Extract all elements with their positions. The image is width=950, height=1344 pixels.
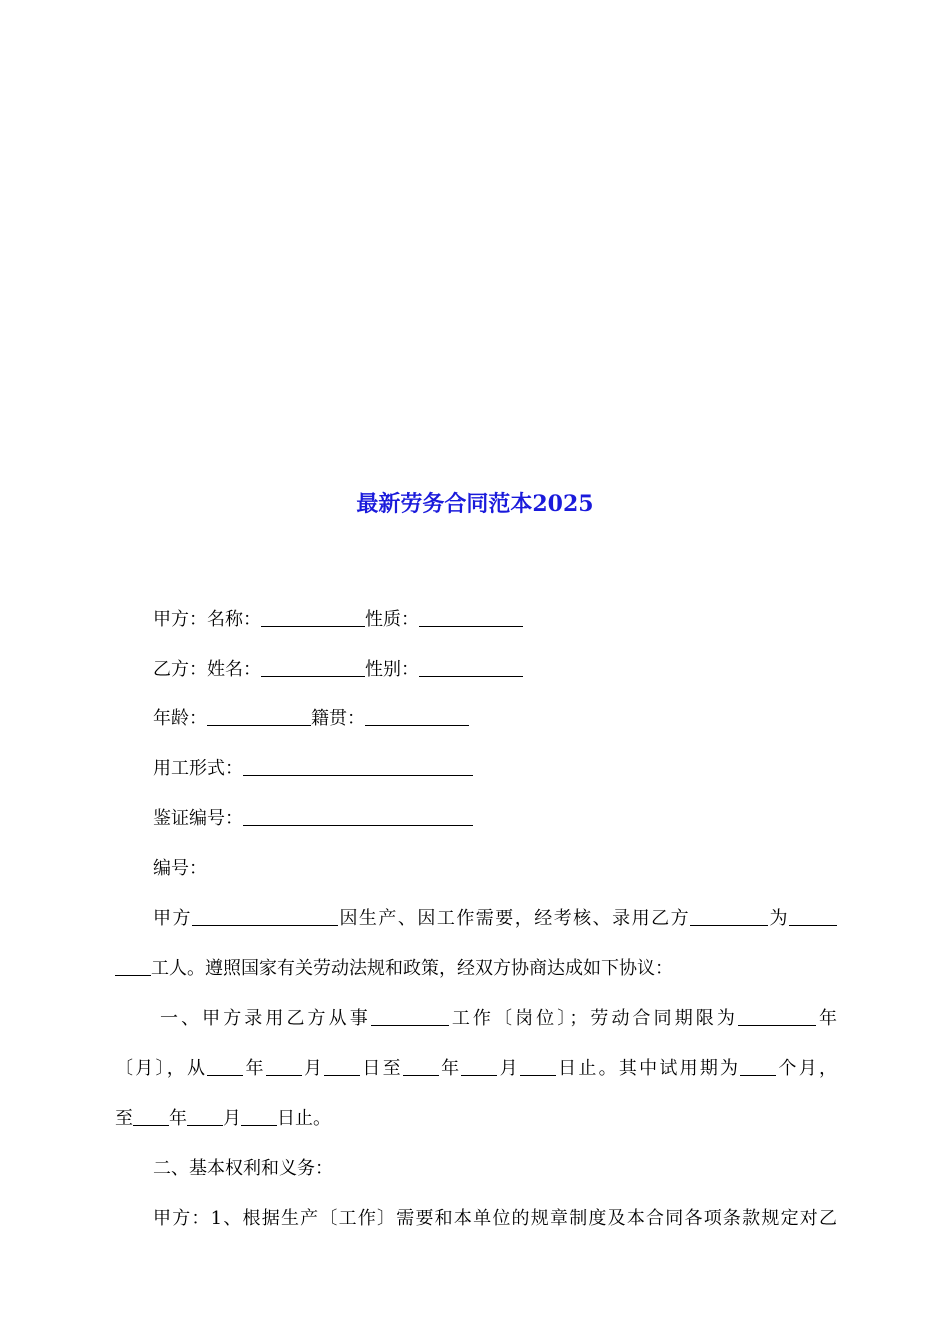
clause-1-text-l: 至 — [115, 1108, 133, 1129]
party-b-name-blank — [261, 658, 365, 677]
nature-blank — [419, 608, 523, 627]
clause-1-text-g: 日至 — [360, 1058, 403, 1079]
blank-probation-year — [133, 1107, 169, 1126]
blank-probation-month — [187, 1107, 223, 1126]
age-blank — [207, 707, 311, 726]
number-label: 编号： — [153, 858, 207, 879]
number-line — [153, 856, 875, 882]
intro-part-2: 因生产、因工作需要，经考核、录用乙方 — [337, 908, 691, 929]
clause-1-text-f: 月 — [301, 1058, 325, 1079]
origin-label: 籍贯： — [311, 708, 365, 729]
clause-1-line-1 — [115, 1006, 837, 1032]
intro-part-1: 甲方 — [153, 908, 192, 929]
intro-line-2 — [115, 956, 837, 982]
verification-number-label: 鉴证编号： — [153, 808, 243, 829]
clause-1-text-d: 〔月〕，从 — [115, 1058, 208, 1079]
blank-probation-months — [740, 1057, 776, 1076]
age-label: 年龄： — [153, 708, 207, 729]
intro-part-4: 工人。遵照国家有关劳动法规和政策，经双方协商达成如下协议： — [151, 958, 673, 979]
blank-start-year — [207, 1057, 243, 1076]
employment-form-line — [153, 756, 875, 782]
blank-end-year — [403, 1057, 439, 1076]
blank-start-month — [266, 1057, 302, 1076]
clause-1-text-m: 年 — [169, 1108, 187, 1129]
clause-2-heading: 二、基本权利和义务： — [153, 1158, 333, 1179]
document-title: 最新劳务合同范本2025 — [356, 491, 594, 517]
clause-1-text-b: 工作〔岗位〕；劳动合同期限为 — [448, 1008, 738, 1029]
blank-end-month — [461, 1057, 497, 1076]
clause-1-text-j: 日止。其中试用期为 — [555, 1058, 741, 1079]
clause-1-line-2 — [115, 1056, 837, 1082]
intro-line-1 — [115, 906, 837, 932]
intro-party-b-blank — [690, 907, 768, 926]
blank-start-day — [324, 1057, 360, 1076]
intro-party-a-blank — [192, 907, 338, 926]
party-b-label: 乙方：姓名： — [153, 659, 261, 680]
clause-1-text-h: 年 — [438, 1058, 462, 1079]
nature-label: 性质： — [365, 609, 419, 630]
clause-2-line-1 — [115, 1206, 837, 1232]
clause-2-text: 甲方：1、根据生产〔工作〕需要和本单位的规章制度及本合同各项条款规定对乙 — [153, 1208, 837, 1229]
gender-label: 性别： — [365, 659, 419, 680]
employment-form-blank — [243, 757, 473, 776]
verification-number-line — [153, 806, 875, 832]
origin-blank — [365, 707, 469, 726]
gender-blank — [419, 658, 523, 677]
clause-1-text-i: 月 — [497, 1058, 520, 1079]
clause-1-text-k: 个月， — [776, 1058, 838, 1079]
clause-1-text-a: 一、甲方录用乙方从事 — [160, 1008, 371, 1029]
verification-number-blank — [243, 807, 473, 826]
party-a-name-blank — [261, 608, 365, 627]
party-a-label: 甲方：名称： — [153, 609, 261, 630]
intro-part-3: 为 — [768, 908, 790, 929]
clause-1-text-c: 年 — [815, 1008, 838, 1029]
intro-job-blank-end — [115, 957, 151, 976]
age-origin-line — [153, 706, 875, 732]
blank-end-day — [520, 1057, 556, 1076]
blank-probation-day — [241, 1107, 277, 1126]
clause-1-line-3 — [115, 1106, 837, 1132]
clause-1-job-blank — [371, 1007, 449, 1026]
clause-1-text-n: 月 — [223, 1108, 241, 1129]
party-b-line — [153, 657, 875, 683]
clause-1-term-blank — [738, 1007, 816, 1026]
intro-job-blank-start — [789, 907, 837, 926]
employment-form-label: 用工形式： — [153, 758, 243, 779]
clause-1-text-o: 日止。 — [277, 1108, 331, 1129]
party-a-line — [153, 607, 875, 633]
clause-1-text-e: 年 — [243, 1058, 266, 1079]
